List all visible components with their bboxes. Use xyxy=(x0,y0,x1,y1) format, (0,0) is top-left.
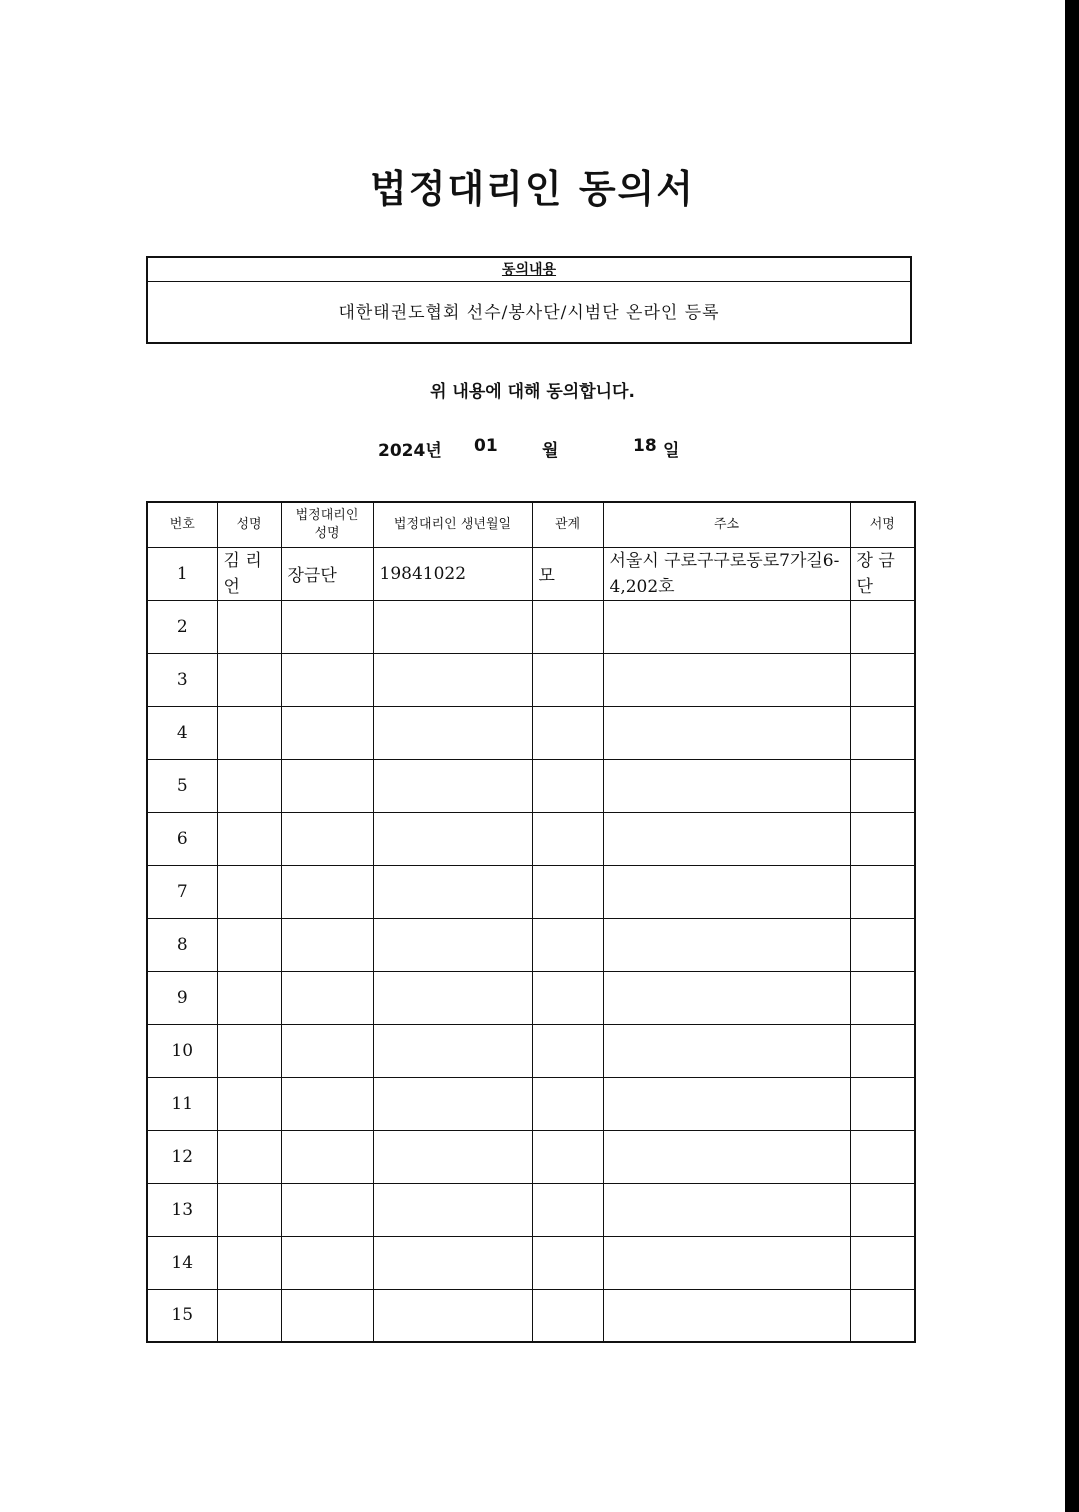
cell-guardian-birthdate xyxy=(373,812,532,865)
cell-guardian-name xyxy=(281,1024,373,1077)
cell-guardian-name xyxy=(281,759,373,812)
cell-address xyxy=(603,600,850,653)
cell-relation xyxy=(532,812,603,865)
cell-address xyxy=(603,971,850,1024)
cell-guardian-name xyxy=(281,918,373,971)
cell-number: 6 xyxy=(147,812,217,865)
cell-number: 14 xyxy=(147,1236,217,1289)
cell-name xyxy=(217,1024,281,1077)
table-row xyxy=(147,1289,915,1342)
cell-address xyxy=(603,1077,850,1130)
cell-guardian-name xyxy=(281,653,373,706)
cell-number: 1 xyxy=(147,547,217,600)
cell-guardian-name xyxy=(281,706,373,759)
table-row xyxy=(147,812,915,865)
header-guardian-birthdate: 법정대리인 생년월일 xyxy=(373,502,532,547)
cell-address: 서울시 구로구구로동로7가길6-4,202호 xyxy=(603,547,850,600)
consent-header: 동의내용 xyxy=(148,258,910,282)
table-row xyxy=(147,547,915,600)
cell-guardian-name xyxy=(281,600,373,653)
agree-statement: 위 내용에 대해 동의합니다. xyxy=(430,382,635,402)
cell-number: 15 xyxy=(147,1289,217,1342)
table-row xyxy=(147,706,915,759)
cell-signature xyxy=(850,812,915,865)
cell-guardian-name xyxy=(281,971,373,1024)
header-signature: 서명 xyxy=(850,502,915,547)
cell-name xyxy=(217,759,281,812)
cell-guardian-birthdate xyxy=(373,1024,532,1077)
cell-name xyxy=(217,812,281,865)
cell-guardian-name xyxy=(281,1289,373,1342)
cell-relation xyxy=(532,918,603,971)
cell-signature xyxy=(850,918,915,971)
cell-signature xyxy=(850,971,915,1024)
table-row xyxy=(147,971,915,1024)
cell-name xyxy=(217,1077,281,1130)
cell-signature xyxy=(850,1130,915,1183)
cell-guardian-birthdate xyxy=(373,1183,532,1236)
cell-address xyxy=(603,1130,850,1183)
consent-text: 대한태권도협회 선수/봉사단/시범단 온라인 등록 xyxy=(338,303,720,323)
cell-relation xyxy=(532,1077,603,1130)
cell-guardian-birthdate xyxy=(373,653,532,706)
page-edge-bar xyxy=(1065,0,1079,1512)
cell-address xyxy=(603,1183,850,1236)
cell-name xyxy=(217,865,281,918)
header-name: 성명 xyxy=(217,502,281,547)
table-row xyxy=(147,1077,915,1130)
cell-name xyxy=(217,1289,281,1342)
cell-guardian-birthdate xyxy=(373,1077,532,1130)
cell-signature xyxy=(850,706,915,759)
cell-address xyxy=(603,1236,850,1289)
cell-number: 4 xyxy=(147,706,217,759)
cell-number: 12 xyxy=(147,1130,217,1183)
cell-relation xyxy=(532,653,603,706)
cell-relation xyxy=(532,1236,603,1289)
date-month-label: 월 xyxy=(542,441,559,461)
cell-number: 8 xyxy=(147,918,217,971)
cell-signature xyxy=(850,653,915,706)
cell-signature xyxy=(850,600,915,653)
cell-signature xyxy=(850,759,915,812)
date-day: 18 xyxy=(633,436,657,456)
cell-relation xyxy=(532,1130,603,1183)
cell-signature xyxy=(850,1236,915,1289)
cell-guardian-name xyxy=(281,865,373,918)
date-month: 01 xyxy=(474,436,498,456)
cell-name xyxy=(217,1130,281,1183)
cell-name xyxy=(217,1183,281,1236)
cell-relation xyxy=(532,1289,603,1342)
cell-number: 5 xyxy=(147,759,217,812)
cell-guardian-birthdate xyxy=(373,918,532,971)
cell-address xyxy=(603,918,850,971)
table-row xyxy=(147,1236,915,1289)
cell-guardian-birthdate xyxy=(373,971,532,1024)
cell-number: 10 xyxy=(147,1024,217,1077)
cell-name xyxy=(217,1236,281,1289)
cell-number: 13 xyxy=(147,1183,217,1236)
cell-guardian-birthdate xyxy=(373,865,532,918)
cell-name xyxy=(217,918,281,971)
cell-relation xyxy=(532,706,603,759)
cell-name xyxy=(217,600,281,653)
cell-signature: 장 금 단 xyxy=(850,547,915,600)
cell-guardian-birthdate xyxy=(373,600,532,653)
cell-guardian-birthdate: 19841022 xyxy=(373,547,532,600)
header-number: 번호 xyxy=(147,502,217,547)
cell-address xyxy=(603,1289,850,1342)
cell-address xyxy=(603,812,850,865)
cell-relation xyxy=(532,971,603,1024)
cell-guardian-name xyxy=(281,812,373,865)
cell-name xyxy=(217,706,281,759)
header-guardian-name: 법정대리인 성명 xyxy=(281,502,373,547)
cell-number: 9 xyxy=(147,971,217,1024)
cell-guardian-name: 장금단 xyxy=(281,547,373,600)
cell-address xyxy=(603,653,850,706)
date-year: 2024년 xyxy=(378,441,442,461)
cell-number: 3 xyxy=(147,653,217,706)
cell-relation xyxy=(532,1183,603,1236)
cell-name xyxy=(217,653,281,706)
cell-guardian-birthdate xyxy=(373,1236,532,1289)
cell-relation: 모 xyxy=(532,547,603,600)
cell-relation xyxy=(532,1024,603,1077)
table-row xyxy=(147,918,915,971)
cell-address xyxy=(603,706,850,759)
cell-guardian-name xyxy=(281,1236,373,1289)
table-row xyxy=(147,865,915,918)
cell-guardian-birthdate xyxy=(373,1289,532,1342)
cell-guardian-birthdate xyxy=(373,759,532,812)
cell-guardian-name xyxy=(281,1130,373,1183)
date-day-label: 일 xyxy=(663,441,680,461)
cell-signature xyxy=(850,1077,915,1130)
cell-relation xyxy=(532,865,603,918)
cell-relation xyxy=(532,759,603,812)
table-row xyxy=(147,1130,915,1183)
consent-box xyxy=(146,256,912,344)
cell-address xyxy=(603,759,850,812)
cell-guardian-name xyxy=(281,1077,373,1130)
header-address: 주소 xyxy=(603,502,850,547)
cell-relation xyxy=(532,600,603,653)
cell-signature xyxy=(850,1183,915,1236)
cell-name: 김 리 언 xyxy=(217,547,281,600)
cell-number: 2 xyxy=(147,600,217,653)
table-row xyxy=(147,1183,915,1236)
cell-signature xyxy=(850,865,915,918)
header-relation: 관계 xyxy=(532,502,603,547)
cell-guardian-name xyxy=(281,1183,373,1236)
table-row xyxy=(147,600,915,653)
cell-name xyxy=(217,971,281,1024)
document-title: 법정대리인 동의서 xyxy=(370,167,695,211)
cell-signature xyxy=(850,1289,915,1342)
cell-address xyxy=(603,865,850,918)
cell-number: 11 xyxy=(147,1077,217,1130)
cell-guardian-birthdate xyxy=(373,1130,532,1183)
table-row xyxy=(147,759,915,812)
table-row xyxy=(147,653,915,706)
cell-signature xyxy=(850,1024,915,1077)
consent-table xyxy=(146,501,916,1343)
cell-address xyxy=(603,1024,850,1077)
table-row xyxy=(147,1024,915,1077)
table-header-row xyxy=(147,502,915,547)
cell-number: 7 xyxy=(147,865,217,918)
cell-guardian-birthdate xyxy=(373,706,532,759)
